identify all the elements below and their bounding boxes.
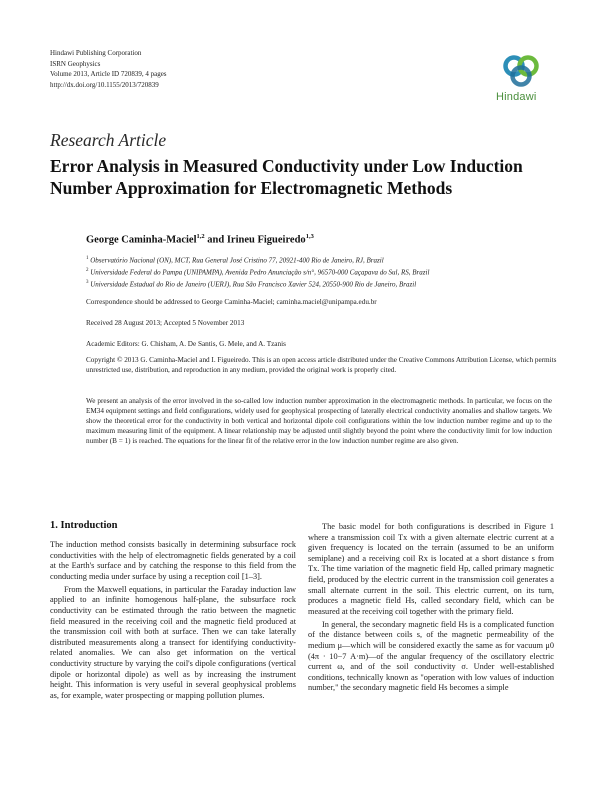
journal-header bbox=[50, 48, 167, 90]
affiliation-text: Universidade Federal do Pampa (UNIPAMPA), Avenida Pedro Anunciação s/n°, 96570-000 Caçapava do Sul, RS, Brazil bbox=[88, 268, 430, 277]
doi-link[interactable]: http://dx.doi.org/10.1155/2013/720839 bbox=[50, 80, 159, 89]
affiliation-text: Universidade Estadual do Rio de Janeiro (UERJ), Rua São Francisco Xavier 524, 20550-900 Rio de Janeiro, Brazil bbox=[88, 280, 417, 289]
correspondence-note: Correspondence should be addressed to George Caminha-Maciel; caminha.maciel@unipampa.edu.br bbox=[86, 298, 377, 306]
copyright-notice: Copyright © 2013 G. Caminha-Maciel and I. Figueiredo. This is an open access article distributed under the Creative Commons Attribution License, which permits unrestricted use, distribution, and reproduction in any medium, provided the original work is properly cited. bbox=[86, 356, 557, 374]
body-paragraph: In general, the secondary magnetic field Hs is a complicated function of the distance between coils s, of the magnetic permeability of the medium μ—which will be considered exactly the same as for vacuum μ0 (4π · 10−7 A·m)—of the angular frequency of the oscillatory electric current ω, and of the soil conductivity σ. Under well-established conditions, technically known as "operation with low values of induction number," the secondary magnetic field Hs becomes a simple bbox=[308, 619, 554, 693]
affiliation-number: 1 bbox=[86, 256, 89, 261]
affiliation-text: Observatório Nacional (ON), MCT, Rua General José Cristino 77, 20921-400 Rio de Janeiro, RJ, Brazil bbox=[88, 256, 384, 265]
article-type: Research Article bbox=[50, 130, 167, 150]
author-name: George Caminha-Maciel bbox=[86, 234, 197, 246]
abstract-text: We present an analysis of the error involved in the so-called low induction number approximation in the electromagnetic methods. In particular, we focus on the EM34 equipment settings and field configurations, widely used for geophysical prospecting of laterally electrical conductivity anomalies and shallow targets. We show the theoretical error for the conductivity in both vertical and horizontal dipole coil configurations within the low induction number regime and up to the maximum measuring limit of the equipment. A linear relationship may be adjusted until slightly beyond the point where the conductivity limit for low induction number (B = 1) is reached. The equations for the linear fit of the relative error in the low induction number regime are also given. bbox=[86, 397, 552, 445]
section-heading: 1. Introduction bbox=[50, 520, 118, 531]
affiliation-number: 2 bbox=[86, 268, 89, 274]
affiliation-item bbox=[86, 254, 429, 266]
journal-name: ISRN Geophysics bbox=[50, 59, 101, 68]
author-affiliation-mark: 1,3 bbox=[305, 233, 314, 240]
body-paragraph: The induction method consists basically in determining subsurface rock conductivities with the help of electromagnetic fields generated by a coil at the Earth's surface and by catching the response to this field from the conducting media under surface by using a reception coil [1–3]. bbox=[50, 540, 296, 581]
publisher-name: Hindawi Publishing Corporation bbox=[50, 49, 142, 57]
author-name: Irineu Figueiredo bbox=[226, 234, 306, 246]
affiliation-list bbox=[86, 254, 429, 290]
author-list bbox=[86, 233, 314, 246]
article-title: Error Analysis in Measured Conductivity under Low Induction Number Approximation for Electromagnetic Methods bbox=[50, 156, 523, 198]
body-paragraph: From the Maxwell equations, in particular the Faraday induction law applied to an infinite homogenous half-plane, the subsurface rock conductivity can be estimated through the ratio between the magnetic field measured in the receiving coil and the magnetic field produced at the transmission coil with both at surface. Then we can take laterally distributed measurements along a transect for identifying conductivity-related anomalies. We can also get information on the vertical conductivity structure by varying the coil's dipole configurations (vertical dipole or horizontal dipole) as well as by increasing the instrument height. This information is very useful in several geophysical problems as, for example, water prospecting or mapping pollution plumes. bbox=[50, 584, 296, 700]
volume-info: Volume 2013, Article ID 720839, 4 pages bbox=[50, 70, 167, 78]
body-column-left bbox=[50, 540, 296, 704]
affiliation-item bbox=[86, 266, 429, 278]
academic-editors: Academic Editors: G. Chisham, A. De Santis, G. Mele, and A. Tzanis bbox=[86, 340, 286, 348]
hindawi-logo-text: Hindawi bbox=[496, 91, 537, 103]
affiliation-number: 3 bbox=[86, 280, 89, 286]
body-paragraph: The basic model for both configurations is described in Figure 1 where a transmission coil Tx with a given alternate electric current at a given frequency is located on the terrain (assumed to be an uniform semiplane) and a receiving coil Rx is located at a short distance s from Tx. The time variation of the magnetic field Hp, called primary magnetic field, produced by the electric current in the transmission coil generates a small alternate current in the soil. This electric current, on its turn, produces a magnetic field Hs, called secondary field, which can be measured at the receiving coil together with the primary field. bbox=[308, 522, 554, 616]
affiliation-item bbox=[86, 278, 429, 290]
body-column-right bbox=[308, 522, 554, 697]
author-affiliation-mark: 1,2 bbox=[196, 233, 205, 240]
author-conjunction: and bbox=[204, 234, 227, 246]
received-dates: Received 28 August 2013; Accepted 5 November 2013 bbox=[86, 319, 245, 327]
